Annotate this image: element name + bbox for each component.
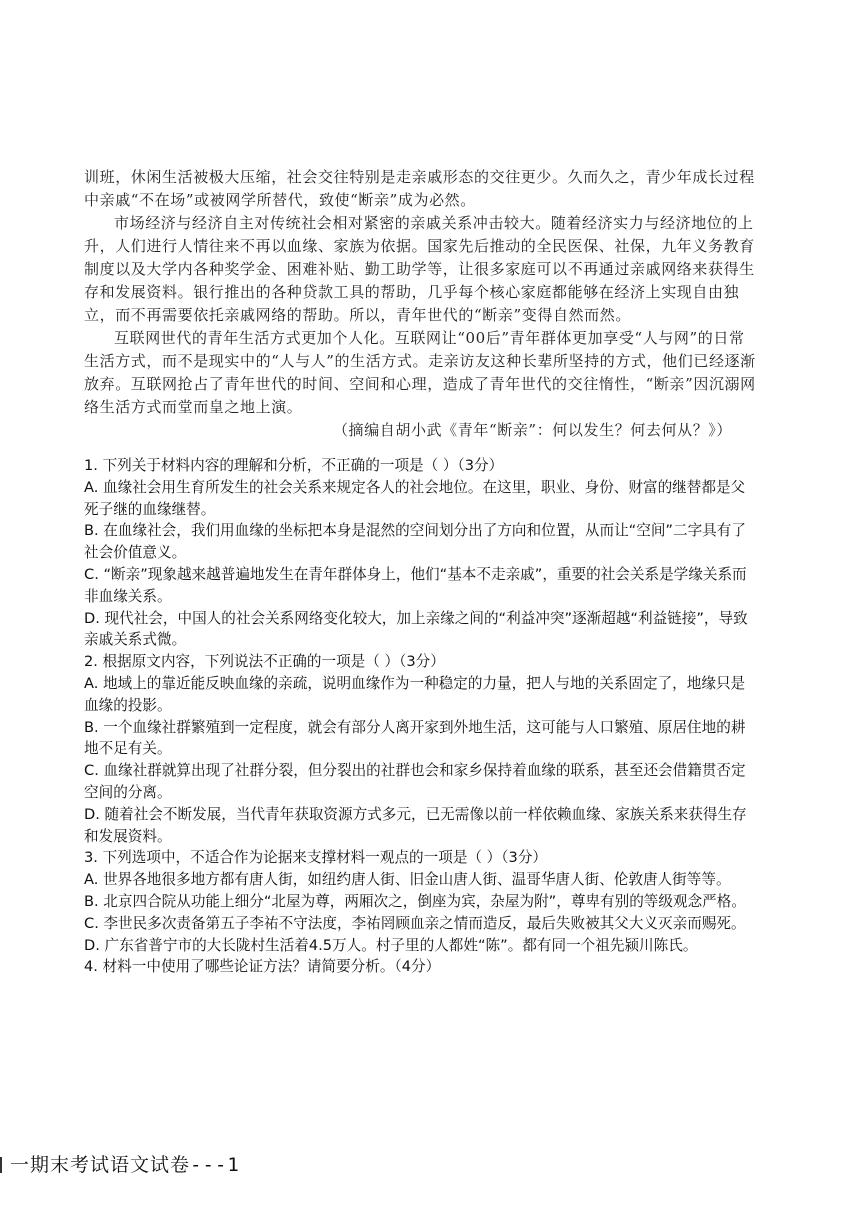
question-list: [84, 455, 759, 978]
page-footer: [0, 1150, 240, 1177]
reading-passage: [84, 166, 756, 442]
passage-paragraph-2: 市场经济与经济自主对传统社会相对紧密的亲戚关系冲击较大。随着经济实力与经济地位的上升，人们进行人情往来不再以血缘、家族为依据。国家先后推动的全民医保、社保，九年义务教育制度以及大学内各种奖学金、困难补贴、勤工助学等，让很多家庭可以不再通过亲戚网络来获得生存和发展资料。银行推出的各种贷款工具的帮助，几乎每个核心家庭都能够在经济上实现自由独立，而不再需要依托亲戚网络的帮助。所以，青年世代的“断亲”变得自然而然。: [84, 214, 755, 324]
question-4-stem: 4. 材料一中使用了哪些论证方法？请简要分析。（4分）: [84, 958, 441, 976]
question-3-option-c: C. 李世民多次责备第五子李祐不守法度，李祐罔顾血亲之情而造反，最后失败被其父大义灭亲而赐死。: [84, 914, 746, 932]
question-3-option-d: D. 广东省普宁市的大长陇村生活着4.5万人。村子里的人都姓“陈”。都有同一个祖先颍川陈氏。: [84, 936, 698, 954]
margin-mark-icon: [0, 1157, 8, 1173]
question-2-option-b: B. 一个血缘社群繁殖到一定程度，就会有部分人离开家到外地生活，这可能与人口繁殖、原居住地的耕地不足有关。: [84, 718, 746, 758]
question-3-option-b: B. 北京四合院从功能上细分“北屋为尊，两厢次之，倒座为宾，杂屋为附”，尊卑有别的等级观念严格。: [84, 892, 746, 910]
question-1-stem: 1. 下列关于材料内容的理解和分析，不正确的一项是（ ）（3分）: [84, 457, 504, 474]
question-2-option-d: D. 随着社会不断发展，当代青年获取资源方式多元，已无需像以前一样依赖血缘、家族关系来获得生存和发展资料。: [84, 805, 747, 845]
question-3-option-a: A. 世界各地很多地方都有唐人街，如纽约唐人街、旧金山唐人街、温哥华唐人街、伦敦唐人街等等。: [84, 871, 731, 889]
question-2-option-a: A. 地域上的靠近能反映血缘的亲疏，说明血缘作为一种稳定的力量，把人与地的关系固定了，地缘只是血缘的投影。: [84, 674, 746, 714]
question-1-option-a: A. 血缘社会用生育所发生的社会关系来规定各人的社会地位。在这里，职业、身份、财富的继替都是父死子继的血缘继替。: [84, 478, 746, 518]
question-1-option-d: D. 现代社会，中国人的社会关系网络变化较大，加上亲缘之间的“利益冲突”逐渐超越“利益链接”，导致亲戚关系式微。: [84, 609, 748, 649]
question-3-stem: 3. 下列选项中，不适合作为论据来支撑材料一观点的一项是（ ）（3分）: [84, 849, 548, 867]
question-1-option-c: C. “断亲”现象越来越普遍地发生在青年群体身上，他们“基本不走亲戚”，重要的社会关系是学缘关系而非血缘关系。: [84, 565, 747, 605]
footer-label: 一期末考试语文试卷---1: [10, 1154, 240, 1176]
question-2-option-c: C. 血缘社群就算出现了社群分裂，但分裂出的社群也会和家乡保持着血缘的联系，甚至还会借籍贯否定空间的分离。: [84, 762, 746, 801]
passage-source: （摘编自胡小武《青年“断亲”：何以发生？何去何从？》）: [332, 421, 732, 439]
passage-paragraph-3: 互联网世代的青年生活方式更加个人化。互联网让“00后”青年群体更加享受“人与网”的日常生活方式，而不是现实中的“人与人”的生活方式。走亲访友这种长辈所坚持的方式，他们已经逐渐放弃。互联网抢占了青年世代的时间、空间和心理，造成了青年世代的交往惰性，“断亲”因沉溺网络生活方式而堂而皇之地上演。: [84, 329, 756, 416]
question-2-stem: 2. 根据原文内容，下列说法不正确的一项是（ ）（3分）: [84, 653, 445, 671]
passage-paragraph-1: 训班，休闲生活被极大压缩，社会交往特别是走亲戚形态的交往更少。久而久之，青少年成长过程中亲戚“不在场”或被网学所替代，致使“断亲”成为必然。: [84, 168, 755, 209]
question-1-option-b: B. 在血缘社会，我们用血缘的坐标把本身是混然的空间划分出了方向和位置，从而让“空间”二字具有了社会价值意义。: [84, 522, 746, 562]
